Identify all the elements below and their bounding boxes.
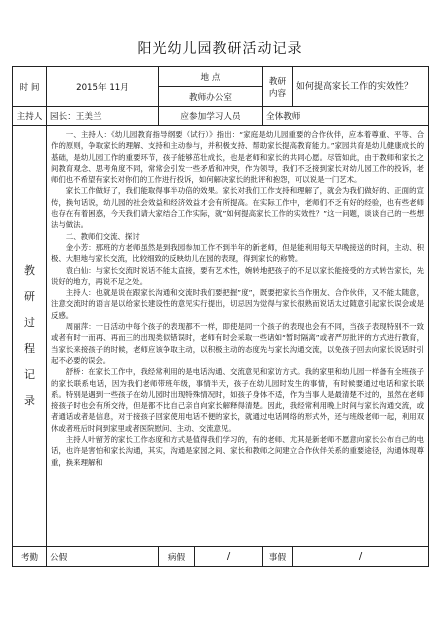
record-body	[47, 126, 429, 547]
time-label: 时 间	[13, 67, 47, 107]
record-paragraph: 周丽萍：一日活动中每个孩子的表现都不一样，即使是同一个孩子的表现也会有不同，当孩子表现特别不一致或者有时一而再、再而三的出现类似错误时，老师有时会采取一些诸如“暂时隔离”或者严厉批评的方式进行教育，当家长来接孩子的时候，老师应该争取主动，以积极主动的态度先与家长沟通交流，以免孩子回去向家长说话时引起不必要的误会。	[51, 322, 425, 365]
place-label: 地 点	[159, 67, 263, 87]
public-leave-label: 公假	[50, 552, 68, 563]
record-label-char: 研	[24, 290, 35, 303]
time-value: 2015年 11月	[47, 67, 159, 107]
record-paragraph: 金小芳：那班的方老师虽然是到我园参加工作不到半年的新老师，但是能利用每天早晚接送的时间，主动、积极、大胆地与家长交流，比较细致的反映幼儿在园的表现，得到家长的称赞。	[51, 242, 425, 264]
record-paragraph: 家长工作做好了，我们能取得事半功倍的效果。家长对我们工作支持和理解了，就会为我们做好的、正面的宣传，换句话说，幼儿园的社会效益和经济效益才会有所提高。在实际工作中，老师们不乏有好的经验，也有些老师也存在有着困惑，今天我们请大家结合工作实际，就”如何提高家长工作的实效性？”这一问题，谈谈自己的一些想法与做法。	[51, 186, 425, 230]
activity-record-table	[12, 66, 429, 567]
attendance-label: 考勤	[13, 547, 47, 567]
record-paragraph: 袁白仙：与家长交流时说话不能太直接，要有艺术性，婉转地把孩子的不足以家长能接受的方式转告家长，先说好的地方，再说不足之处。	[51, 265, 425, 286]
content-value: 如何提高家长工作的实效性？	[293, 67, 429, 107]
header-row-1	[13, 67, 429, 87]
personal-leave-value: /	[293, 547, 429, 567]
record-label-char: 记	[24, 368, 35, 381]
record-label-char: 程	[24, 342, 35, 355]
record-row	[13, 126, 429, 547]
record-label-char: 录	[24, 394, 35, 407]
record-paragraph: 二、教师们交流、探讨	[65, 231, 140, 241]
attendance-row	[13, 547, 429, 567]
record-label	[13, 126, 47, 547]
record-paragraph: 舒桥：在家长工作中，我经常利用的是电话沟通、交流意见和家访方式。我的家里和幼儿园一样备有全班孩子的家长联系电话，因为我们老师带班年级，事情半天，孩子在幼儿园时发生的事情，有时候要通过电话和家长联系。特别是遇到一些孩子在幼儿园时出现特殊情况时，如孩子身体不适，作为当事人是最清楚不过的，虽然在老师接孩子时也会有所交待，但是都不比自己亲自向家长解释得清楚。因此，我经常利用晚上时间与家长沟通交流，或者通话或者是信息，对于接孩子回家使用电话不便的家长，就通过电话网络的形式外，还与班级老师一起，利用双休或者班后时间到家里或者医院慰问、主动、交流意见。	[51, 367, 425, 433]
content-label-line-1: 教研	[268, 76, 287, 87]
page-title: 阳光幼儿园教研活动记录	[137, 41, 303, 57]
content-label-line-2: 内容	[268, 88, 287, 99]
record-paragraph: 一、主持人：《幼儿园教育指导纲要（试行）》指出：“家庭是幼儿园重要的合作伙伴，应本着尊重、平等、合作的原则，争取家长的理解、支持和主动参与，并积极支持、帮助家长提高教育能力。”家园共育是幼儿健康成长的基础，是幼儿园工作的重要环节，孩子能够茁壮成长，也是老师和家长的共同心愿。尽管如此，由于教师和家长之间教育观念、思考角度不同，常常会引发一些矛盾和冲突，作为领导，我们不乏接到家长对幼儿园工作的投诉，老师们也不希望有家长对你们的工作进行投诉，如何解决家长的批评和抱怨，可以说是一门艺术。	[51, 130, 425, 185]
record-label-char: 教	[24, 264, 35, 277]
host-row	[13, 107, 429, 126]
record-paragraph: 主持人叶留芳的家长工作态度和方式是值得我们学习的，有的老师、尤其是新老师不愿意向家长公布自己的电话，也许是害怕和家长沟通，其实，沟通是家园之间、家长和教师之间建立合作伙伴关系的重要途径，沟通体现尊重，换来理解和	[51, 435, 425, 467]
record-label-char: 过	[24, 316, 35, 329]
sick-leave-value: /	[195, 547, 263, 567]
sick-leave-label: 病假	[159, 547, 195, 567]
host-label: 主持人	[13, 107, 47, 126]
attendee-label: 应参加学习人员	[159, 107, 263, 126]
attendance-leaves	[47, 547, 159, 567]
host-value: 园长：王美兰	[47, 107, 159, 126]
attendee-value: 全体教师	[263, 107, 429, 126]
record-paragraph: 主持人：也就是说在跟家长沟通和交流时我们要把握”度”，既要把家长当作朋友、合作伙伴，又不能太随意，注意交流时的语言是以给家长建设性的意见实行提出，切忌因为觉得与家长很熟而说话太过随意引起家长误会或是反感。	[51, 288, 425, 320]
place-value: 教师办公室	[159, 87, 263, 107]
content-label	[263, 67, 293, 107]
personal-leave-label: 事假	[263, 547, 293, 567]
